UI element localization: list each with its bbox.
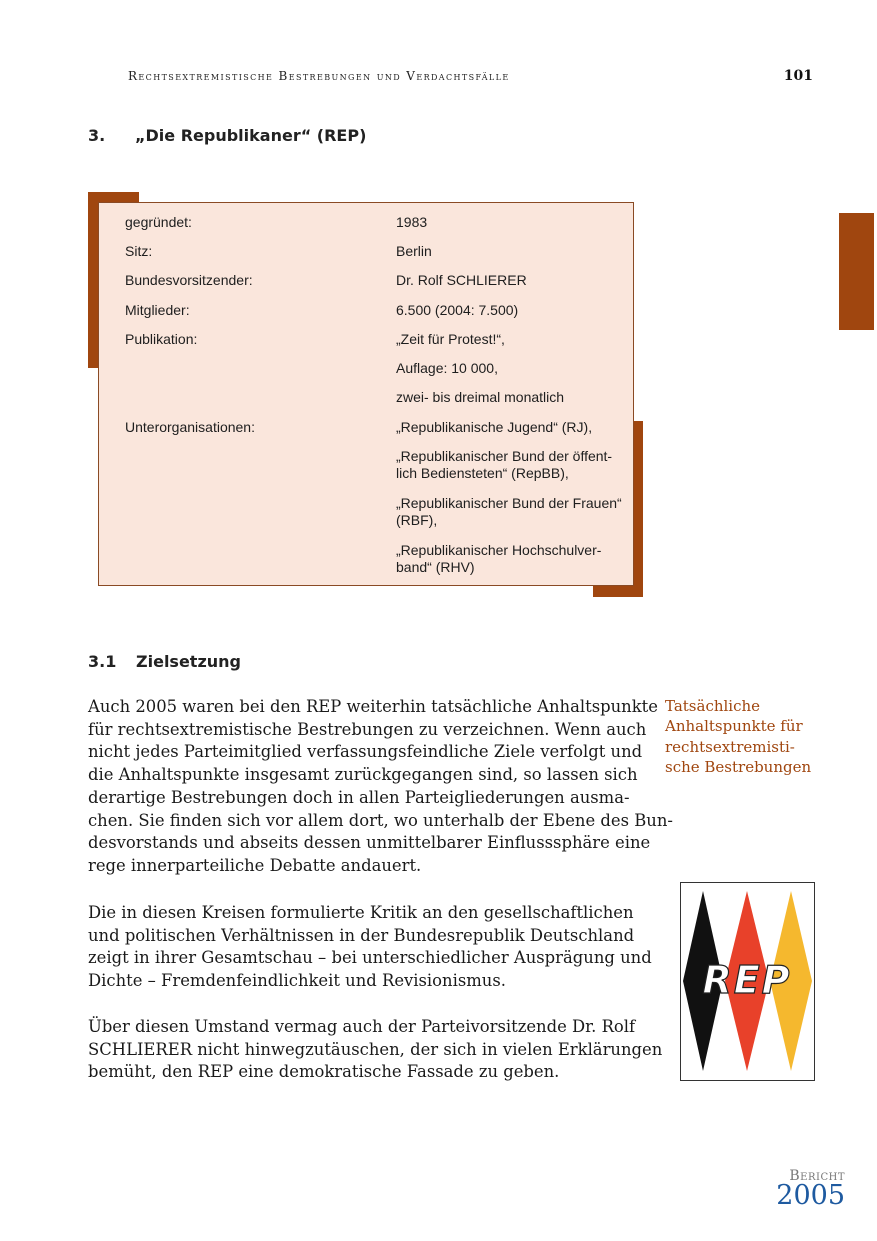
fact-value: „Republikanische Jugend“ (RJ),: [396, 419, 593, 435]
fact-value: Dr. Rolf SCHLIERER: [396, 272, 527, 288]
body-paragraph-2: Die in diesen Kreisen formulierte Kritik an den gesellschaftlichen und politischen Verhältnissen in der Bundesrepublik Deutschland zeigt in ihrer Gesamtschau – bei unterschiedlicher Ausprägung und Dichte – Fremdenfeindlichkeit und Revisionismus.: [88, 903, 652, 991]
fact-value: „Republikanischer Hochschulver- band“ (RHV): [396, 542, 602, 575]
fact-label: Bundesvorsitzender:: [125, 272, 253, 288]
fact-label: Unterorganisationen:: [125, 419, 255, 435]
fact-value: zwei- bis dreimal monatlich: [396, 389, 565, 405]
fact-value: „Republikanischer Bund der Frauen“ (RBF),: [396, 495, 622, 528]
fact-label: Sitz:: [125, 243, 153, 259]
margin-note: Tatsächliche Anhaltspunkte für rechtsextremisti- sche Bestrebungen: [665, 697, 812, 776]
body-paragraph-3: Über diesen Umstand vermag auch der Parteivorsitzende Dr. Rolf SCHLIERER nicht hinwegzutäuschen, der sich in vielen Erklärungen bemüht, den REP eine demokratische Fassade zu geben.: [88, 1017, 663, 1082]
rep-logo: [680, 882, 815, 1081]
fact-label: gegründet:: [125, 214, 192, 230]
fact-value: „Zeit für Protest!“,: [396, 331, 505, 347]
fact-value: 1983: [396, 214, 428, 230]
fact-value: Auflage: 10 000,: [396, 360, 498, 376]
chapter-title: „Die Republikaner“ (REP): [135, 126, 367, 145]
chapter-side-tab: [839, 213, 874, 330]
footer-label: Bericht: [789, 1168, 845, 1184]
section-title: Zielsetzung: [136, 652, 241, 671]
chapter-number: 3.: [88, 126, 106, 145]
fact-value: 6.500 (2004: 7.500): [396, 302, 519, 318]
rep-logo-graphic: [681, 883, 814, 1080]
logo-text: REP: [702, 958, 792, 1002]
section-number: 3.1: [88, 652, 117, 671]
fact-value: „Republikanischer Bund der öffent- lich Bediensteten“ (RepBB),: [396, 448, 613, 481]
fact-label: Mitglieder:: [125, 302, 190, 318]
chapter-heading: [88, 126, 366, 145]
fact-label: Publikation:: [125, 331, 198, 347]
section-heading: [88, 652, 241, 671]
page-number: 101: [783, 68, 813, 84]
footer-year: 2005: [776, 1180, 845, 1211]
fact-box: [98, 202, 634, 586]
running-head: Rechtsextremistische Bestrebungen und Verdachtsfälle: [128, 69, 510, 83]
body-paragraph-1: Auch 2005 waren bei den REP weiterhin tatsächliche Anhaltspunkte für rechtsextremistische Bestrebungen zu verzeichnen. Wenn auch nicht jedes Parteimitglied verfassungsfeindliche Ziele verfolgt und die Anhaltspunkte insgesamt zurückgegangen sind, so lassen sich derartige Bestrebungen doch in allen Parteigliederungen ausma- chen. Sie finden sich vor allem dort, wo unterhalb der Ebene des Bun- desvorstands und abseits dessen unmittelbarer Einflusssphäre eine rege innerparteiliche Debatte andauert.: [88, 697, 673, 875]
footer-brand: [776, 1168, 845, 1209]
fact-value: Berlin: [396, 243, 432, 259]
